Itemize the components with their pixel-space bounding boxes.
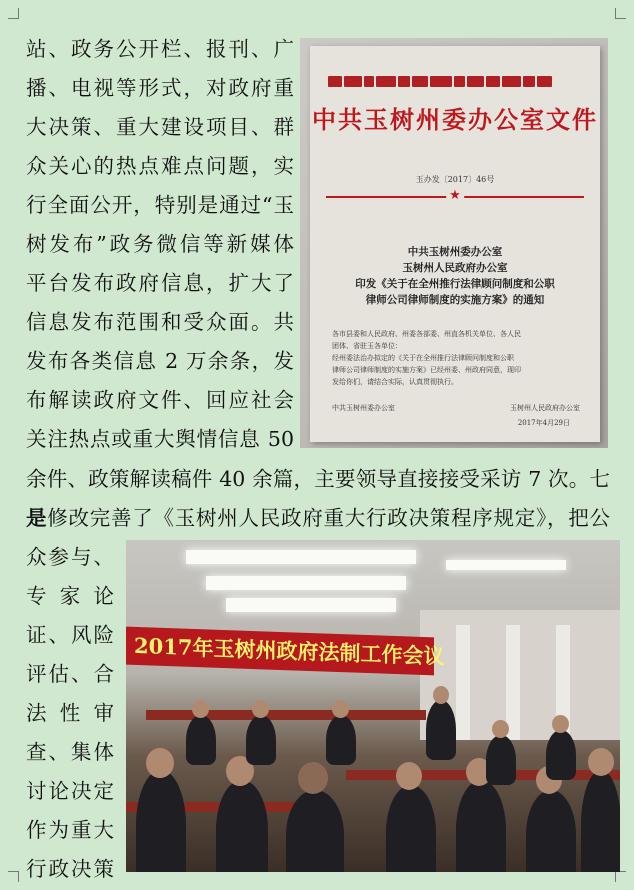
body-line: 关注热点或重大舆情信息 50	[26, 427, 294, 451]
heading-line: 印发《关于在全州推行法律顾问制度和公职	[355, 278, 555, 290]
ceiling-light	[446, 560, 566, 570]
document-heading	[322, 244, 588, 308]
heading-line: 玉树州人民政府办公室	[402, 262, 508, 274]
window-curtain	[456, 625, 470, 740]
document-paper	[310, 46, 600, 442]
text-column-bottom	[26, 538, 114, 889]
body-line: 信息发布范围和受众面。共	[26, 310, 294, 334]
attendee	[581, 770, 620, 872]
meeting-photo	[126, 540, 620, 872]
document-body-line: 发给你们，请结合实际，认真贯彻执行。	[332, 378, 458, 386]
document-body	[332, 328, 584, 388]
text-wide-block	[26, 460, 610, 538]
body-line: 树发布”政务微信等新媒体	[26, 232, 294, 256]
body-line: 讨论决定	[26, 779, 114, 803]
attendee-head	[192, 700, 209, 718]
document-date: 2017年4月29日	[517, 419, 570, 427]
attendee	[186, 715, 216, 765]
body-line: 布解读政府文件、回应社会	[26, 388, 294, 412]
document-body-line: 团体、省驻玉各单位：	[332, 342, 402, 350]
document-body-line: 律师公司律师制度的实施方案》已经州委、州政府同意，现印	[332, 366, 521, 374]
document-photo	[300, 38, 608, 448]
heading-line: 中共玉树州委办公室	[407, 246, 503, 258]
body-line: 发布各类信息 2 万余条，发	[26, 349, 294, 373]
attendee-head	[332, 700, 349, 718]
body-line: 专家论	[26, 584, 114, 608]
document-body-line: 各市县委和人民政府、州委各部委、州直各机关单位、各人民	[332, 330, 521, 338]
attendee-head	[396, 762, 422, 790]
body-line: 证、风险	[26, 623, 114, 647]
body-text: 修改完善了《玉树州人民政府重大行政决策程序规定》，把公	[47, 506, 610, 530]
body-line: 大决策、重大建设项目、群	[26, 115, 294, 139]
attendee-head	[146, 748, 174, 778]
attendee	[456, 780, 506, 872]
attendee-head	[492, 720, 509, 738]
signature-right: 玉树州人民政府办公室	[510, 404, 580, 412]
heading-line: 律师公司律师制度的实施方案》的通知	[365, 294, 545, 306]
corner-mark-top-right	[615, 8, 626, 19]
corner-mark-bottom-left	[8, 871, 19, 882]
attendee	[486, 735, 516, 785]
body-line: 众关心的热点难点问题，实	[26, 154, 294, 178]
ceiling-light	[226, 598, 396, 612]
red-star-icon: ★	[446, 188, 464, 204]
body-line: 众参与、	[26, 545, 114, 569]
document-signatures	[332, 403, 580, 413]
attendee	[326, 715, 356, 765]
attendee	[386, 785, 436, 872]
body-line: 评估、合	[26, 662, 114, 686]
body-line: 平台发布政府信息，扩大了	[26, 271, 294, 295]
text-column-top	[26, 30, 294, 459]
attendee	[136, 770, 186, 872]
attendee	[286, 790, 344, 872]
body-line: 法性审	[26, 701, 114, 725]
body-line: 余件、政策解读稿件 40 余篇，主要领导直接接受采访 7 次。七	[26, 467, 610, 491]
body-line: 播、电视等形式，对政府重	[26, 76, 294, 100]
tibetan-script-header	[328, 72, 592, 90]
corner-mark-bottom-right	[615, 871, 626, 882]
body-line: 作为重大	[26, 818, 114, 842]
attendee	[426, 700, 456, 760]
conference-table	[146, 710, 426, 720]
attendee-head	[552, 715, 569, 733]
attendee-head	[298, 762, 328, 794]
ceiling-light	[206, 576, 406, 590]
body-line: 查、集体	[26, 740, 114, 764]
body-line: 行政决策	[26, 857, 114, 881]
body-line: 站、政务公开栏、报刊、广	[26, 37, 294, 61]
attendee	[526, 790, 576, 872]
meeting-banner: 2017年玉树州政府法制工作会议	[126, 627, 434, 676]
body-line	[26, 499, 610, 538]
signature-left: 中共玉树州委办公室	[332, 404, 395, 412]
document-body-line: 经州委法治办拟定的《关于在全州推行法律顾问制度和公职	[332, 354, 514, 362]
attendee	[546, 730, 576, 780]
ceiling-light	[186, 550, 416, 564]
corner-mark-top-left	[8, 8, 19, 19]
attendee	[216, 780, 268, 872]
attendee-head	[433, 686, 449, 704]
attendee-head	[252, 700, 269, 718]
body-line: 行全面公开，特别是通过“玉	[26, 193, 294, 217]
attendee	[246, 715, 276, 765]
attendee-head	[588, 748, 614, 776]
document-number: 玉办发〔2017〕46号	[415, 175, 495, 184]
window-curtain	[506, 625, 520, 740]
emphasis-text: 是	[26, 506, 48, 530]
document-title: 中共玉树州委办公室文件	[312, 105, 598, 134]
